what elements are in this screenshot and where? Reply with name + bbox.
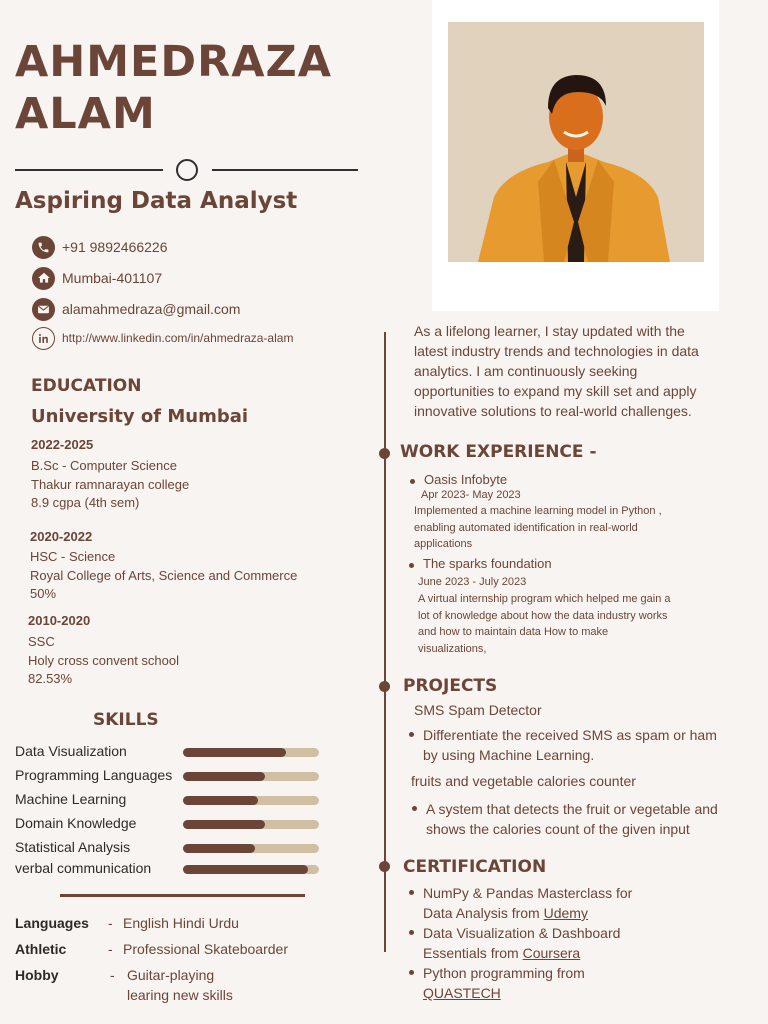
job-company: Oasis Infobyte — [408, 472, 507, 487]
address-text: Mumbai-401107 — [62, 270, 163, 286]
skill-label: Domain Knowledge — [15, 815, 137, 831]
job-entry — [407, 556, 552, 571]
athletic-dash: - — [108, 941, 113, 957]
job-desc-line: A virtual internship program which helped me gain a — [418, 593, 671, 605]
cert-line — [407, 903, 632, 923]
skill-bar-fill — [183, 748, 286, 757]
job-company: The sparks foundation — [407, 556, 552, 571]
skill-bar-fill — [183, 772, 265, 781]
job-description — [418, 591, 671, 657]
education-line: 50% — [30, 586, 57, 601]
phone-icon — [32, 236, 55, 259]
email-text: alamahmedraza@gmail.com — [62, 301, 241, 317]
hobby-label: Hobby — [15, 967, 59, 983]
quastech-link[interactable]: QUASTECH — [423, 985, 501, 1001]
education-entry — [30, 529, 297, 604]
skill-bar — [183, 796, 319, 805]
education-entry — [28, 613, 179, 689]
projects-heading: PROJECTS — [403, 676, 498, 696]
cert-line — [407, 943, 632, 963]
skill-bar-fill — [183, 844, 255, 853]
skill-bar — [183, 844, 319, 853]
timeline-line — [384, 332, 386, 952]
skill-bar-fill — [183, 865, 308, 874]
timeline-dot — [379, 861, 390, 872]
divider-circle — [176, 159, 198, 181]
job-desc-line: applications — [414, 538, 473, 550]
coursera-link[interactable]: Coursera — [522, 945, 581, 961]
linkedin-icon — [32, 327, 55, 350]
cert-text: Data Analysis from — [423, 905, 544, 921]
profile-photo — [448, 22, 704, 262]
education-heading: EDUCATION — [31, 376, 142, 396]
job-desc-line: lot of knowledge about how the data industry works — [418, 609, 668, 622]
education-line: HSC - Science — [30, 549, 116, 564]
education-entry — [31, 437, 189, 513]
hobby-line-1: Guitar-playing — [127, 967, 215, 983]
divider-left — [15, 169, 163, 171]
project-description — [410, 799, 718, 839]
summary-line: opportunities to expand my skill set and apply — [414, 383, 697, 399]
work-heading: WORK EXPERIENCE - — [400, 442, 597, 462]
udemy-link[interactable]: Udemy — [543, 905, 588, 921]
contact-phone[interactable] — [32, 235, 168, 259]
project-desc-line: Differentiate the received SMS as spam or ham — [407, 725, 717, 745]
job-description — [414, 503, 662, 553]
summary-line: As a lifelong learner, I stay updated with the — [414, 323, 685, 339]
contact-address — [32, 266, 162, 290]
project-desc-line: by using Machine Learning. — [423, 747, 595, 763]
education-line: Royal College of Arts, Science and Commerce — [30, 567, 298, 583]
languages-label: Languages — [15, 915, 89, 931]
candidate-name — [15, 36, 332, 140]
project-desc-line: shows the calories count of the given input — [426, 821, 690, 837]
job-dates: Apr 2023- May 2023 — [421, 489, 521, 501]
job-title: Aspiring Data Analyst — [15, 188, 298, 214]
name-line-2: ALAM — [15, 89, 156, 139]
contact-linkedin[interactable] — [32, 326, 293, 350]
cert-line — [407, 983, 632, 1003]
summary-line: latest industry trends and technologies in data — [414, 343, 699, 359]
project-desc-line: A system that detects the fruit or vegetable and — [410, 799, 718, 819]
job-entry — [408, 472, 507, 487]
project-name: SMS Spam Detector — [414, 702, 542, 718]
cert-line: NumPy & Pandas Masterclass for — [407, 883, 632, 903]
cert-line: Python programming from — [407, 963, 632, 983]
athletic-label: Athletic — [15, 941, 67, 957]
skill-bar — [183, 772, 319, 781]
job-desc-line: visualizations, — [418, 642, 487, 655]
education-years: 2010-2020 — [28, 613, 91, 628]
contact-email[interactable] — [32, 297, 240, 321]
university-name: University of Mumbai — [31, 406, 249, 427]
home-icon — [32, 267, 55, 290]
athletic-value: Professional Skateboarder — [123, 941, 288, 957]
skill-label: Data Visualization — [15, 743, 127, 759]
skill-bar-fill — [183, 796, 258, 805]
skills-heading: SKILLS — [93, 710, 159, 730]
project-description — [407, 725, 717, 765]
languages-value: English Hindi Urdu — [123, 915, 239, 931]
skill-label: Statistical Analysis — [15, 839, 131, 855]
skill-bar — [183, 748, 319, 757]
education-line: Holy cross convent school — [28, 652, 180, 668]
certification-list — [407, 883, 632, 1003]
languages-dash: - — [108, 915, 113, 931]
skill-bar — [183, 865, 319, 874]
skill-label: verbal communication — [15, 860, 152, 876]
email-icon — [32, 298, 55, 321]
cert-text: Essentials from — [423, 945, 523, 961]
summary-line: innovative solutions to real-world challenges. — [414, 403, 692, 419]
cert-line: Data Visualization & Dashboard — [407, 923, 632, 943]
divider-right — [212, 169, 358, 171]
job-dates: June 2023 - July 2023 — [418, 576, 527, 588]
phone-text: +91 9892466226 — [62, 239, 168, 255]
linkedin-text: http://www.linkedin.com/in/ahmedraza-alam — [62, 331, 294, 345]
skill-label: Programming Languages — [15, 767, 173, 783]
education-line: 82.53% — [28, 671, 73, 686]
education-line: B.Sc - Computer Science — [31, 458, 177, 473]
education-years: 2022-2025 — [31, 437, 94, 452]
education-line: SSC — [28, 634, 55, 649]
certification-heading: CERTIFICATION — [403, 857, 547, 877]
timeline-dot — [379, 681, 390, 692]
skill-label: Machine Learning — [15, 791, 127, 807]
education-line: 8.9 cgpa (4th sem) — [31, 495, 140, 510]
person-portrait-icon — [448, 22, 704, 262]
timeline-dot — [379, 448, 390, 459]
job-desc-line: and how to maintain data How to make — [418, 626, 609, 638]
job-desc-line: Implemented a machine learning model in Python , — [414, 505, 662, 517]
project-name: fruits and vegetable calories counter — [411, 773, 636, 789]
skill-bar — [183, 820, 319, 829]
name-line-1: AHMEDRAZA — [15, 37, 332, 87]
job-desc-line: enabling automated identification in real-world — [414, 521, 638, 534]
skill-bar-fill — [183, 820, 265, 829]
summary-line: analytics. I am continuously seeking — [414, 363, 638, 379]
hobby-line-2: learing new skills — [127, 987, 233, 1003]
education-line: Thakur ramnarayan college — [31, 476, 190, 492]
skills-divider — [60, 894, 305, 897]
summary — [414, 321, 699, 421]
hobby-dash: - — [110, 967, 115, 983]
education-years: 2020-2022 — [30, 529, 93, 544]
